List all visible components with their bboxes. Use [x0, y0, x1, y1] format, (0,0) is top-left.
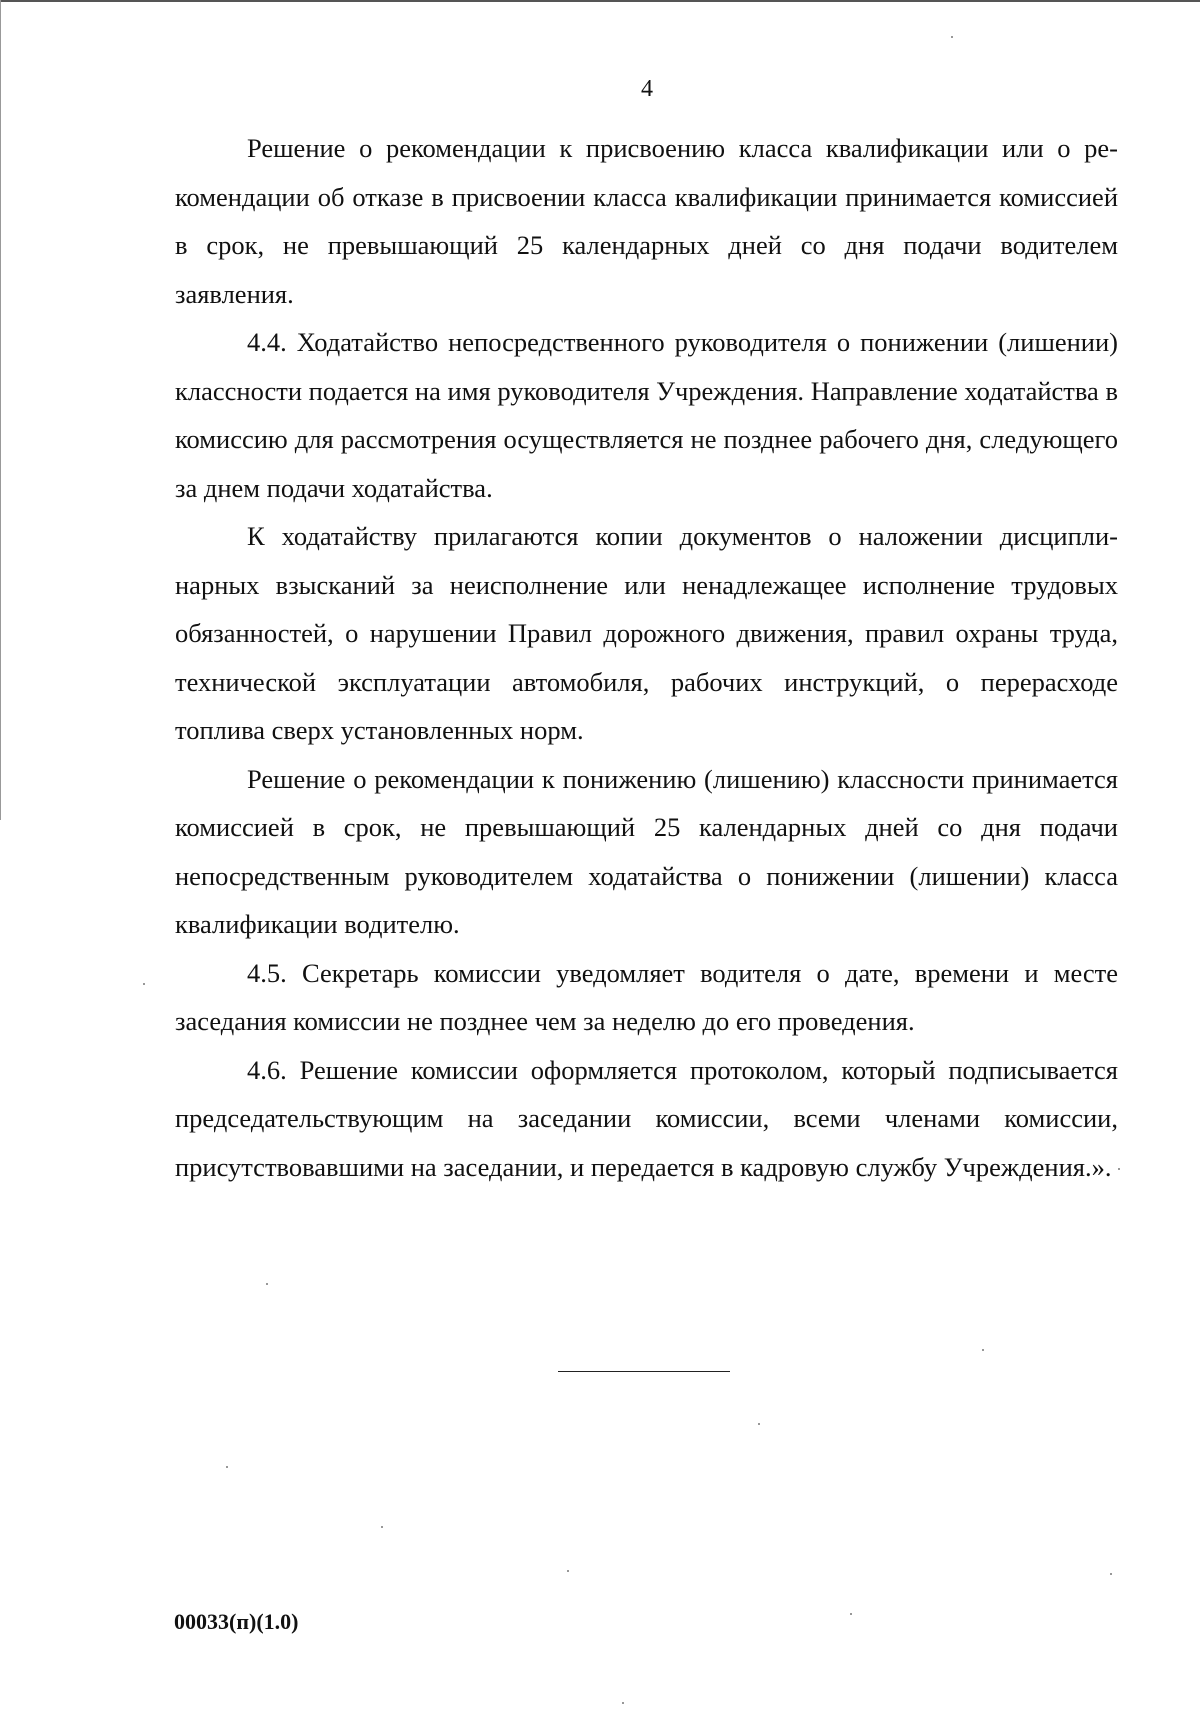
- paragraph-decision-assignment: Решение о рекомендации к присвоению класса квалификации или о рекомендации об отказе в присвоении класса квалификации принимается комиссией в срок, не превышающий 25 календарных дней со дня подачи водителем заявления.: [175, 133, 1118, 309]
- paragraph-4-4: 4.4. Ходатайство непосредственного руководителя о понижении (лишении) классности подается на имя руководителя Учреждения. Направление ходатайства в комиссию для рассмотрения осуществляется не позднее рабочего дня, следующего за днем подачи ходатайства.: [175, 327, 1118, 503]
- scan-speck: [381, 1526, 383, 1528]
- document-code: 00033(п)(1.0): [174, 1609, 299, 1634]
- scan-speck: [982, 1349, 984, 1351]
- scan-top-edge: [0, 0, 1200, 2]
- paragraph-attachments: К ходатайству прилагаются копии документов о наложении дисциплинарных взысканий за неисполнение или ненадлежащее исполнение трудовых обязанностей, о нарушении Правил дорожного движения, правил охраны труда, технической эксплуатации автомобиля, рабочих инструкций, о перерасходе топлива сверх установленных норм.: [175, 521, 1118, 745]
- scan-speck: [226, 1466, 228, 1468]
- scan-speck: [1110, 1573, 1112, 1575]
- page-number: 4: [641, 76, 653, 102]
- scan-speck: [143, 983, 145, 985]
- scan-speck: [622, 1702, 624, 1704]
- paragraph-decision-downgrade: Решение о рекомендации к понижению (лишению) классности принимается комиссией в срок, не превышающий 25 календарных дней со дня подачи непосредственным руководителем ходатайства о понижении (лишении) класса квалификации водителю.: [175, 763, 1118, 939]
- scan-speck: [567, 1570, 569, 1572]
- paragraph-4-5: 4.5. Секретарь комиссии уведомляет водителя о дате, времени и месте заседания комиссии не позднее чем за неделю до его проведения.: [175, 957, 1118, 1036]
- scan-speck: [266, 1283, 268, 1285]
- paragraph-4-6: 4.6. Решение комиссии оформляется протоколом, который подписывается председательствующим на заседании комиссии, всеми членами комиссии, присутствовавшими на заседании, и передается в кадровую службу Учреждения.».: [175, 1054, 1118, 1182]
- scan-speck: [850, 1613, 852, 1615]
- scan-speck: [951, 36, 953, 38]
- scan-speck: [1118, 1168, 1120, 1170]
- scan-left-edge: [0, 0, 1, 820]
- closing-rule: [558, 1371, 730, 1372]
- document-body: [175, 124, 1118, 1191]
- scan-speck: [758, 1423, 760, 1425]
